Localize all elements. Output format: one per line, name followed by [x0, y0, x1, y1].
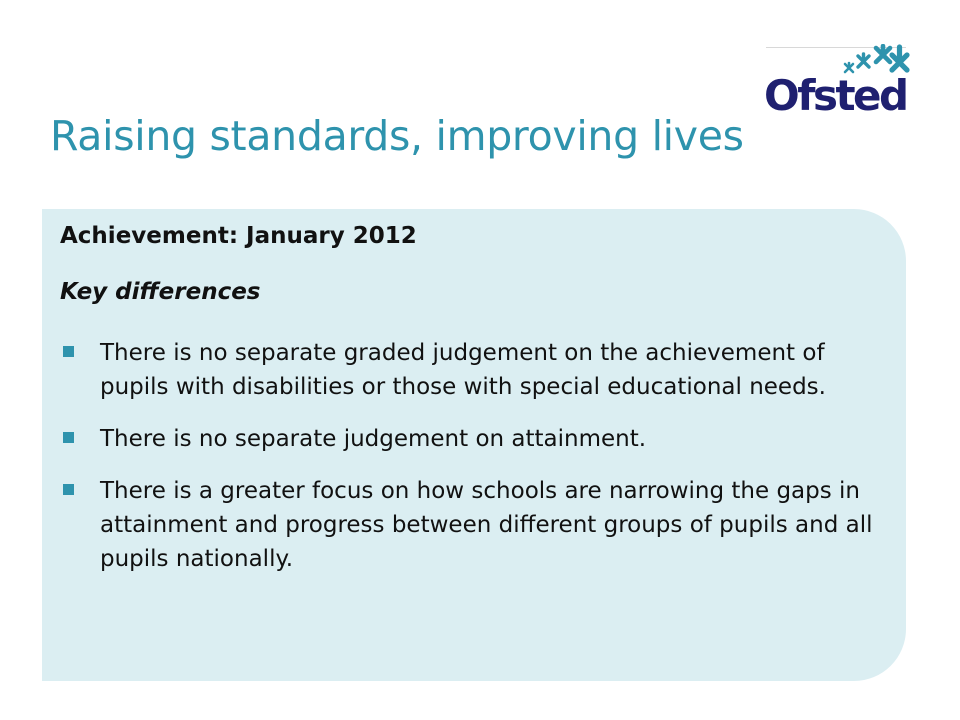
list-item — [60, 336, 880, 404]
square-bullet-icon — [63, 432, 74, 443]
logo-wordmark: Ofsted — [764, 71, 907, 120]
list-item — [60, 474, 880, 576]
bullet-list — [60, 336, 880, 594]
square-bullet-icon — [63, 346, 74, 357]
list-item-text: There is a greater focus on how schools are narrowing the gaps in attainment and progress between different groups of pupils and all pupils nationally. — [100, 478, 873, 572]
ofsted-logo — [764, 44, 912, 124]
list-item-text: There is no separate judgement on attainment. — [100, 426, 647, 452]
section-heading: Achievement: January 2012 — [60, 223, 417, 249]
page-title: Raising standards, improving lives — [50, 112, 744, 160]
square-bullet-icon — [63, 484, 74, 495]
list-item — [60, 422, 880, 456]
section-subheading: Key differences — [60, 279, 261, 305]
list-item-text: There is no separate graded judgement on the achievement of pupils with disabilities or those with special educational needs. — [100, 340, 826, 400]
content-panel — [42, 209, 906, 681]
